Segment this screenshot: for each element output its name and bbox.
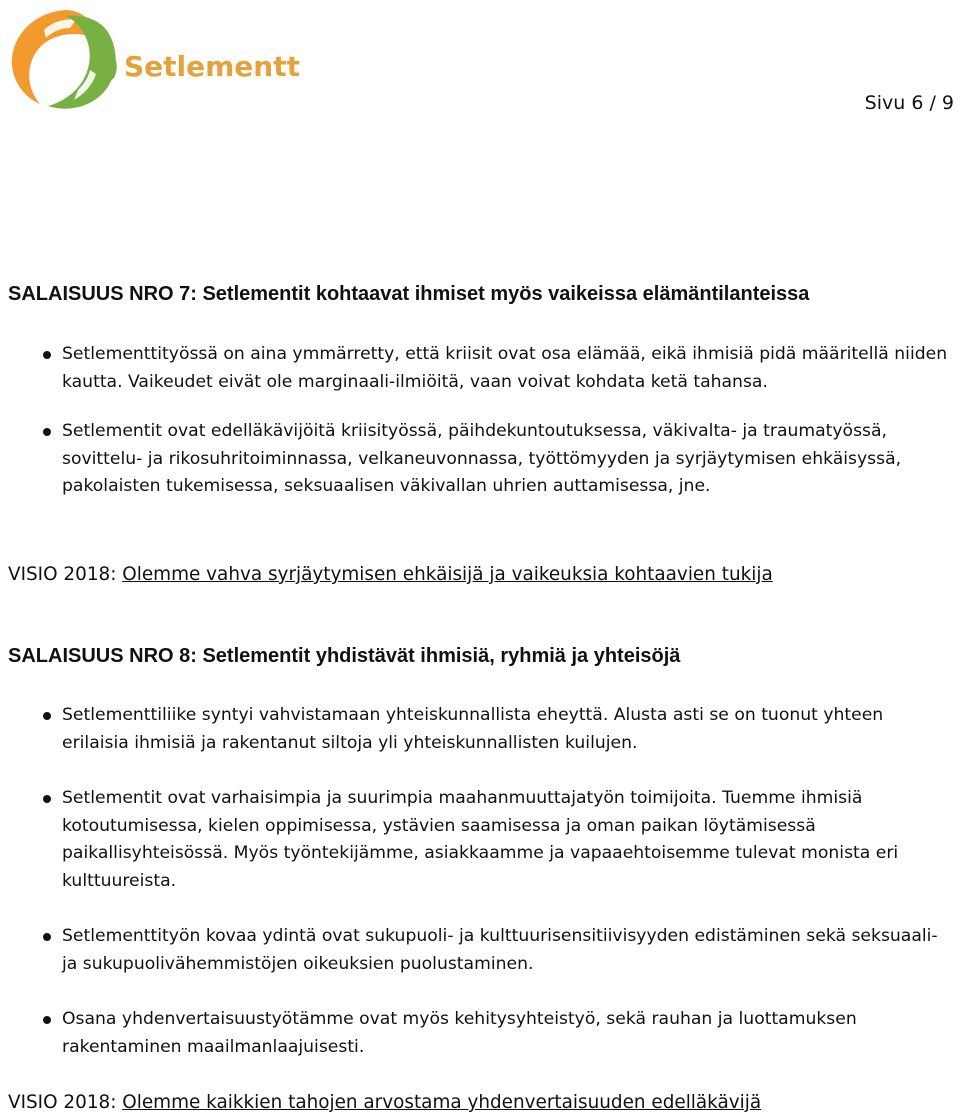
bullet-text: Setlementtiliike syntyi vahvistamaan yhteiskunnallista eheyttä. Alusta asti se on tuonut yhteen erilaisia ihmisiä ja rakentanut siltoja yli yhteiskunnallisten kuilujen. — [62, 705, 884, 753]
section7-bullet-list — [8, 341, 954, 501]
bullet-icon — [43, 795, 51, 803]
bullet-text: Setlementtityössä on aina ymmärretty, että kriisit ovat osa elämää, eikä ihmisiä pidä määritellä niiden kautta. Vaikeudet eivät ole marginaali-ilmiöitä, vaan voivat kohdata ketä tahansa. — [62, 344, 948, 392]
list-item — [8, 923, 954, 978]
vision-text: Olemme vahva syrjäytymisen ehkäisijä ja vaikeuksia kohtaavien tukija — [122, 564, 773, 585]
bullet-text: Osana yhdenvertaisuustyötämme ovat myös kehitysyhteistyö, sekä rauhan ja luottamuksen rakentaminen maailmanlaajuisesti. — [62, 1009, 857, 1057]
logo-hands-icon — [4, 4, 300, 114]
bullet-icon — [43, 351, 51, 359]
page-number: Sivu 6 / 9 — [864, 92, 954, 114]
list-item — [8, 702, 954, 757]
section7-vision — [8, 564, 773, 585]
vision-prefix: VISIO 2018: — [8, 564, 123, 585]
section8-bullet-list — [8, 702, 954, 1061]
section7-heading: SALAISUUS NRO 7: Setlementit kohtaavat ihmiset myös vaikeissa elämäntilanteissa — [8, 283, 810, 305]
bullet-text: Setlementit ovat edelläkävijöitä kriisityössä, päihdekuntoutuksessa, väkivalta- ja traumatyössä, sovittelu- ja rikosuhritoiminnassa, velkaneuvonnassa, työttömyyden ja syrjäytymisen ehkäisyssä, pakolaisten tukemisessa, seksuaalisen väkivallan uhrien auttamisessa, jne. — [62, 421, 902, 496]
bullet-text: Setlementit ovat varhaisimpia ja suurimpia maahanmuuttajatyön toimijoita. Tuemme ihmisiä kotoutumisessa, kielen oppimisessa, ystävien saamisessa ja oman paikan löytämisessä paikallisyhteisössä. Myös työntekijämme, asiakkaamme ja vapaaehtoisemme tulevat monista eri kulttuureista. — [62, 788, 899, 891]
setlementti-logo — [4, 4, 300, 114]
section8-heading: SALAISUUS NRO 8: Setlementit yhdistävät ihmisiä, ryhmiä ja yhteisöjä — [8, 645, 681, 667]
bullet-text: Setlementtityön kovaa ydintä ovat sukupuoli- ja kulttuurisensitiivisyyden edistäminen sekä seksuaali- ja sukupuolivähemmistöjen oikeuksien puolustaminen. — [62, 926, 938, 974]
bullet-icon — [43, 1016, 51, 1024]
vision-prefix: VISIO 2018: — [8, 1092, 123, 1113]
bullet-icon — [43, 933, 51, 941]
list-item — [8, 1006, 954, 1061]
section8-vision — [8, 1092, 761, 1113]
list-item — [8, 418, 954, 501]
logo-text: Setlementti — [124, 50, 300, 83]
vision-text: Olemme kaikkien tahojen arvostama yhdenvertaisuuden edelläkävijä — [122, 1092, 762, 1113]
list-item — [8, 341, 954, 396]
bullet-icon — [43, 712, 51, 720]
list-item — [8, 785, 954, 895]
bullet-icon — [43, 428, 51, 436]
